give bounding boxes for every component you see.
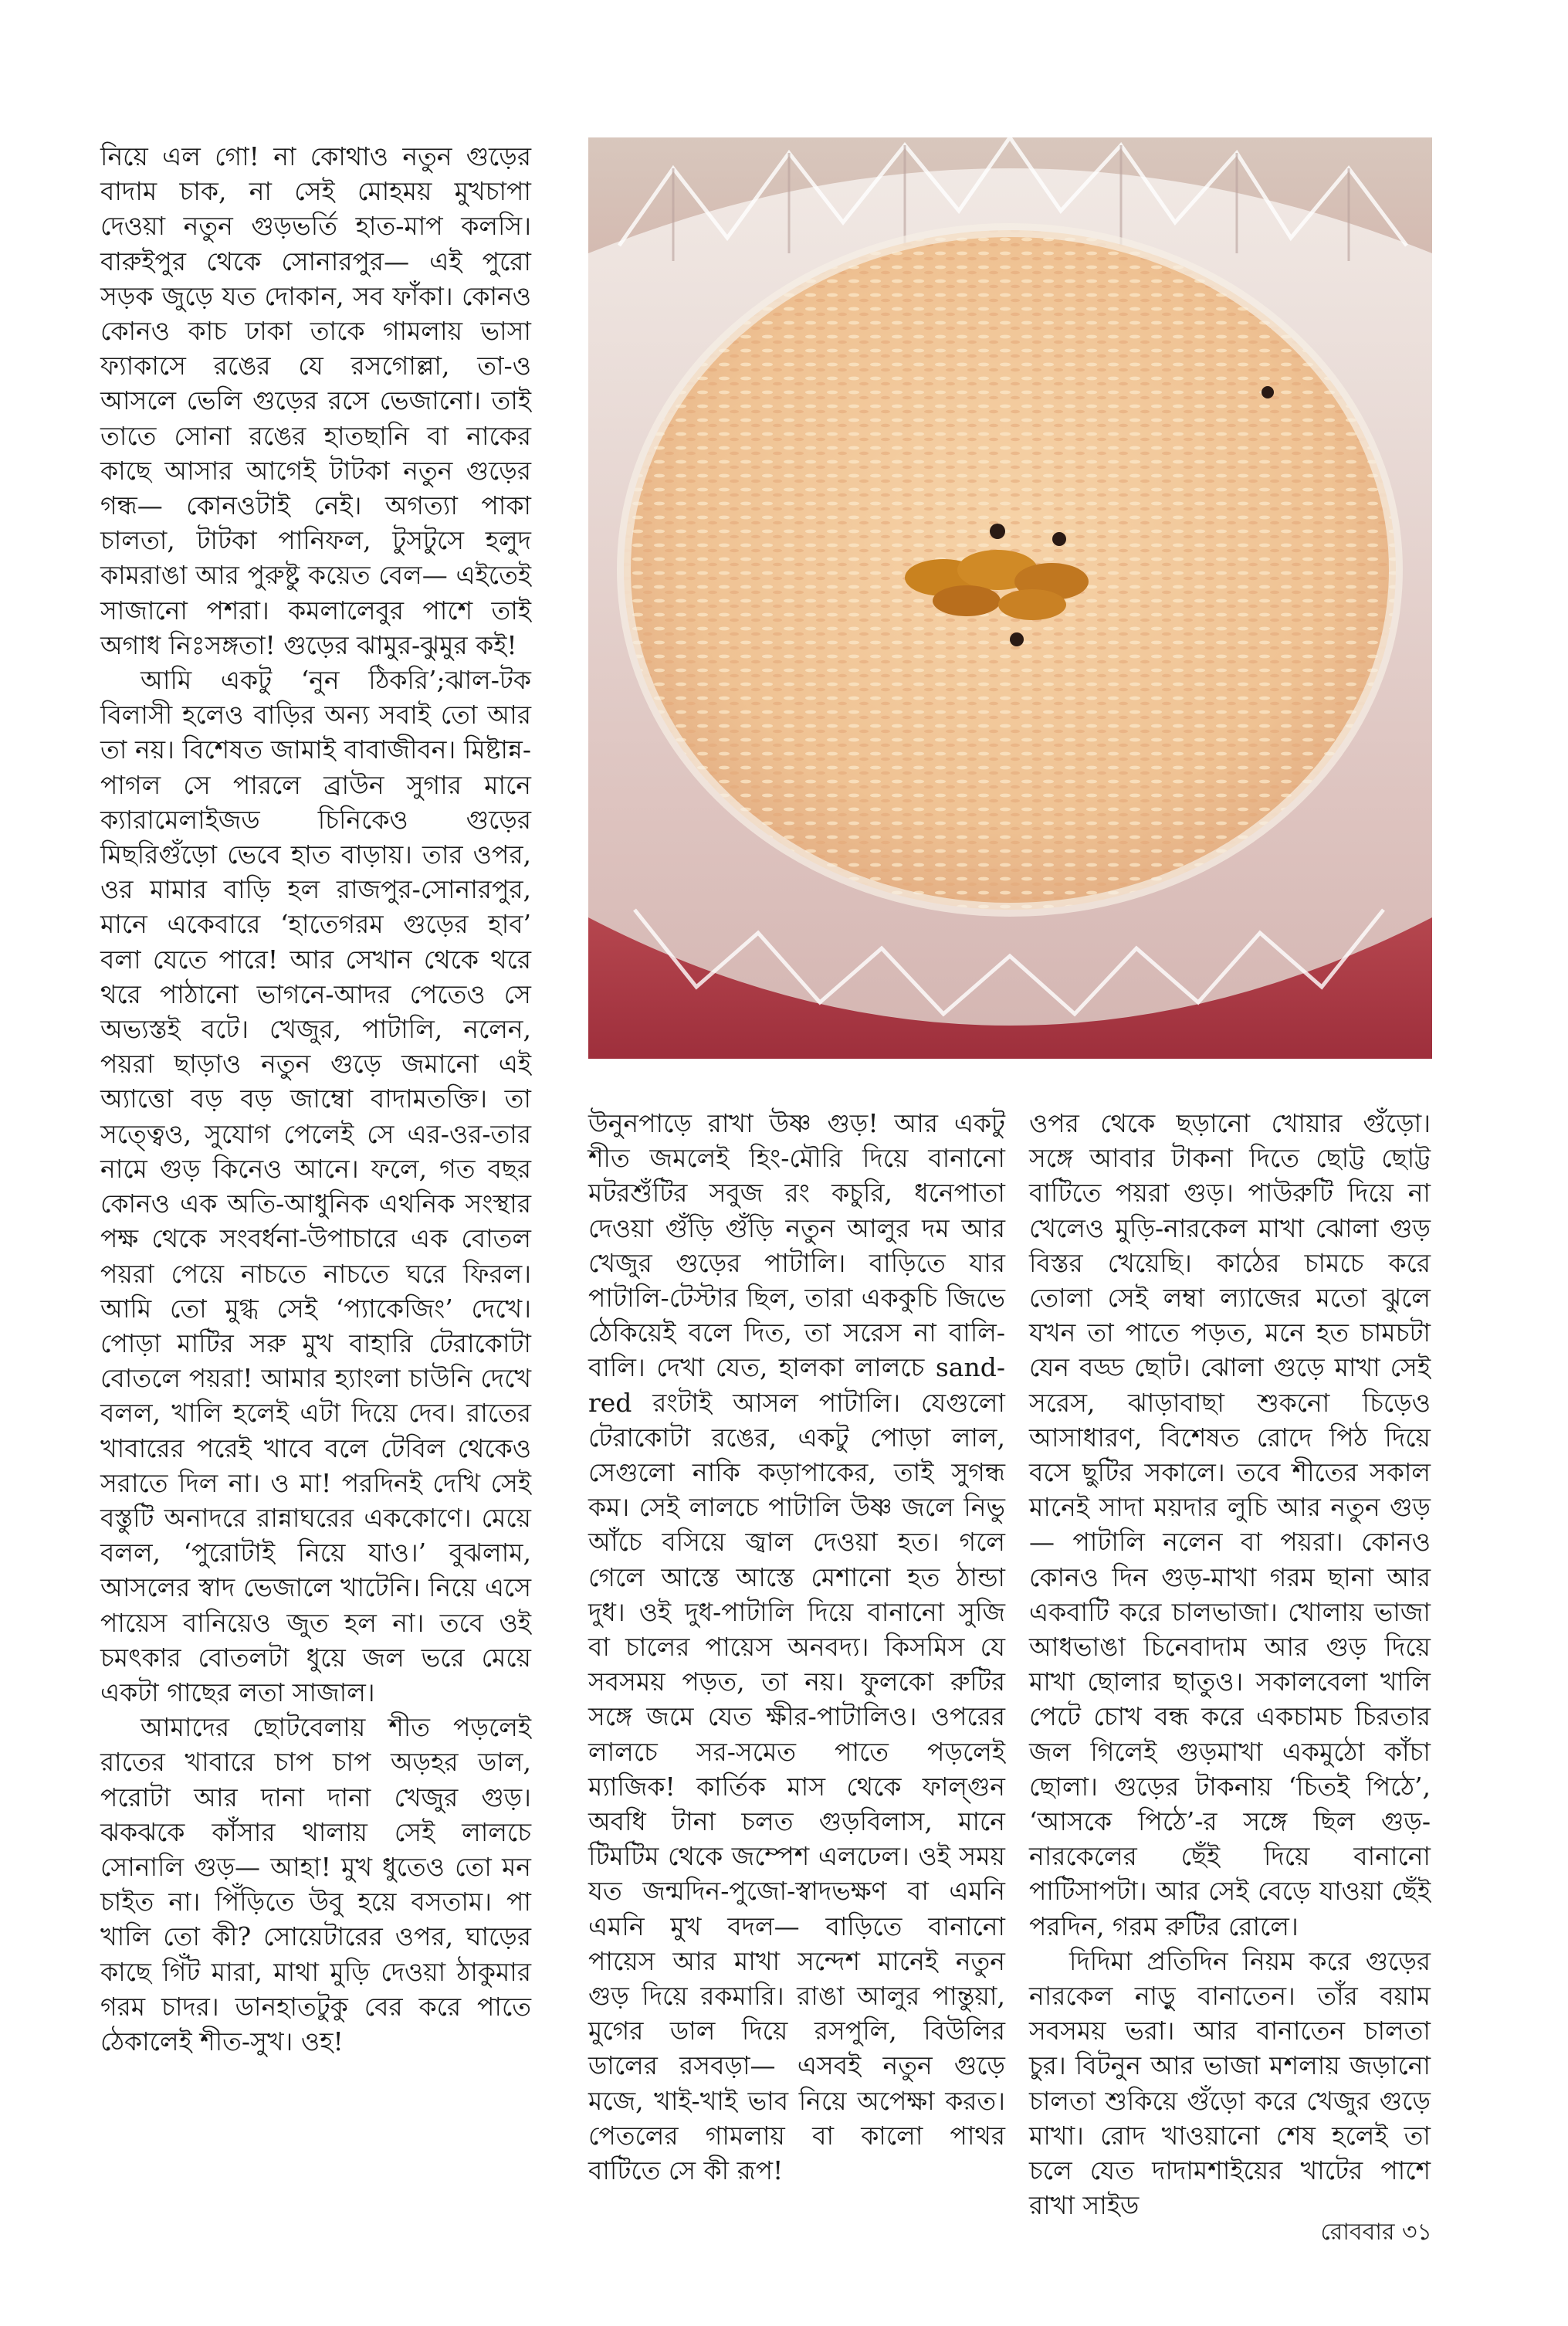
paragraph: নিয়ে এল গো! না কোথাও নতুন গুড়ের বাদাম চাক, না সেই মোহময় মুখচাপা দেওয়া নতুন গুড়ভর্তি হাত-মাপ কলসি। বারুইপুর থেকে সোনারপুর— এই পুরো সড়ক জুড়ে যত দোকান, সব ফাঁকা। কোনও কোনও কাচ ঢাকা তাকে গামলায় ভাসা ফ্যাকাসে রঙের যে রসগোল্লা, তা-ও আসলে ভেলি গুড়ের রসে ভেজানো। তাই তাতে সোনা রঙের হাতছানি বা নাকের কাছে আসার আগেই টাটকা নতুন গুড়ের গন্ধ— কোনওটাই নেই। অগত্যা পাকা চালতা, টাটকা পানিফল, টুসটুসে হলুদ কামরাঙা আর পুরুষ্টু কয়েত বেল— এইতেই সাজানো পশরা। কমলালেবুর পাশে তাই অগাধ নিঃসঙ্গতা! গুড়ের ঝামুর-ঝুমুর কই! — [100, 141, 531, 660]
page-footer: রোববার ৩১ — [1320, 2219, 1432, 2246]
paragraph: দিদিমা প্রতিদিন নিয়ম করে গুড়ের নারকেল নাড়ু বানাতেন। তাঁর বয়াম সবসময় ভরা। আর বানাতেন চালতা চুর। বিটনুন আর ভাজা মশলায় জড়ানো চালতা শুকিয়ে গুঁড়ো করে খেজুর গুড়ে মাখা। রোদ খাওয়ানো শেষ হলেই তা চলে যেত দাদামশাইয়ের খাটের পাশে রাখা সাইড — [1029, 1945, 1431, 2221]
payesh-photo — [588, 137, 1432, 1059]
paragraph: আমাদের ছোটবেলায় শীত পড়লেই রাতের খাবারে চাপ চাপ অড়হর ডাল, পরোটা আর দানা দানা খেজুর গুড়। ঝকঝকে কাঁসার থালায় সেই লালচে সোনালি গুড়— আহা! মুখ ধুতেও তো মন চাইত না। পিঁড়িতে উবু হয়ে বসতাম। পা খালি তো কী? সোয়েটারের ওপর, ঘাড়ের কাছে গিঁট মারা, মাথা মুড়ি দেওয়া ঠাকুমার গরম চাদর। ডানহাতটুকু বের করে পাতে ঠেকালেই শীত-সুখ। ওহ! — [100, 1712, 531, 2056]
paragraph: ওপর থেকে ছড়ানো খোয়ার গুঁড়ো। সঙ্গে আবার টাকনা দিতে ছোট্ট ছোট্ট বাটিতে পয়রা গুড়। পাউরুটি দিয়ে না খেলেও মুড়ি-নারকেল মাখা ঝোলা গুড় বিস্তর খেয়েছি। কাঠের চামচে করে তোলা সেই লম্বা ল্যাজের মতো ঝুলে যখন তা পাতে পড়ত, মনে হত চামচটা যেন বড্ড ছোট। ঝোলা গুড়ে মাখা সেই সরেস, ঝাড়াবাছা শুকনো চিড়েও আসাধারণ, বিশেষত রোদে পিঠ দিয়ে বসে ছুটির সকালে। তবে শীতের সকাল মানেই সাদা ময়দার লুচি আর নতুন গুড়— পাটালি নলেন বা পয়রা। কোনও কোনও দিন গুড়-মাখা গরম ছানা আর একবাটি করে চালভাজা। খোলায় ভাজা আধভাঙা চিনেবাদাম আর গুড় দিয়ে মাখা ছোলার ছাতুও। সকালবেলা খালি পেটে চোখ বন্ধ করে একচামচ চিরতার জল গিলেই গুড়মাখা একমুঠো কাঁচা ছোলা। গুড়ের টাকনায় ‘চিতই পিঠে’, ‘আসকে পিঠে’-র সঙ্গে ছিল গুড়-নারকেলের ছেঁই দিয়ে বানানো পাটিসাপটা। আর সেই বেড়ে যাওয়া ছেঁই পরদিন, গরম রুটির রোলে। — [1029, 1108, 1431, 1941]
article-column-1 — [100, 139, 531, 2162]
paragraph: আমি একটু ‘নুন ঠিকরি’;ঝাল-টক বিলাসী হলেও বাড়ির অন্য সবাই তো আর তা নয়। বিশেষত জামাই বাবাজীবন। মিষ্টান্ন-পাগল সে পারলে ব্রাউন সুগার মানে ক্যারামেলাইজড চিনিকেও গুড়ের মিছরিগুঁড়ো ভেবে হাত বাড়ায়। তার ওপর, ওর মামার বাড়ি হল রাজপুর-সোনারপুর, মানে একেবারে ‘হাতেগরম গুড়ের হাব’ বলা যেতে পারে! আর সেখান থেকে থরে থরে পাঠানো ভাগনে-আদর পেতেও সে অভ্যস্তই বটে। খেজুর, পাটালি, নলেন, পয়রা ছাড়াও নতুন গুড়ে জমানো এই অ্যাত্তো বড় বড় জাম্বো বাদামতক্তি। তা সত্ত্বেও, সুযোগ পেলেই সে এর-ওর-তার নামে গুড় কিনেও আনে। ফলে, গত বছর কোনও এক অতি-আধুনিক এথনিক সংস্থার পক্ষ থেকে সংবর্ধনা-উপাচারে এক বোতল পয়রা পেয়ে নাচতে নাচতে ঘরে ফিরল। আমি তো মুগ্ধ সেই ‘প্যাকেজিং’ দেখে। পোড়া মাটির সরু মুখ বাহারি টেরাকোটা বোতলে পয়রা! আমার হ্যাংলা চাউনি দেখে বলল, খালি হলেই এটা দিয়ে দেব। রাতের খাবারের পরেই খাবে বলে টেবিল থেকেও সরাতে দিল না। ও মা! পরদিনই দেখি সেই বস্তুটি অনাদরে রান্নাঘরের এককোণে। মেয়ে বলল, ‘পুরোটাই নিয়ে যাও।’ বুঝলাম, আসলের স্বাদ ভেজালে খাটেনি। নিয়ে এসে পায়েস বানিয়েও জুত হল না। তবে ওই চমৎকার বোতলটা ধুয়ে জল ভরে মেয়ে একটা গাছের লতা সাজাল। — [100, 665, 531, 1707]
paragraph: উনুনপাড়ে রাখা উষ্ণ গুড়! আর একটু শীত জমলেই হিং-মৌরি দিয়ে বানানো মটরশুঁটির সবুজ রং কচুরি, ধনেপাতা দেওয়া গুঁড়ি গুঁড়ি নতুন আলুর দম আর খেজুর গুড়ের পাটালি। বাড়িতে যার পাটালি-টেস্টার ছিল, তারা এককুচি জিভে ঠেকিয়েই বলে দিত, তা সরেস না বালি-বালি। দেখা যেত, হালকা লালচে sand-red রংটাই আসল পাটালি। যেগুলো টেরাকোটা রঙের, একটু পোড়া লাল, সেগুলো নাকি কড়াপাকের, তাই সুগন্ধ কম। সেই লালচে পাটালি উষ্ণ জলে নিভু আঁচে বসিয়ে জ্বাল দেওয়া হত। গলে গেলে আস্তে আস্তে মেশানো হত ঠান্ডা দুধ। ওই দুধ-পাটালি দিয়ে বানানো সুজি বা চালের পায়েস অনবদ্য। কিসমিস যে সবসময় পড়ত, তা নয়। ফুলকো রুটির সঙ্গে জমে যেত ক্ষীর-পাটালিও। ওপরের লালচে সর-সমেত পাতে পড়লেই ম্যাজিক! কার্তিক মাস থেকে ফাল্গুন অবধি টানা চলত গুড়বিলাস, মানে টিমটিম থেকে জম্পেশ এলঢেল। ওই সময় যত জন্মদিন-পুজো-স্বাদভক্ষণ বা এমনি এমনি মুখ বদল— বাড়িতে বানানো পায়েস আর মাখা সন্দেশ মানেই নতুন গুড় দিয়ে রকমারি। রাঙা আলুর পান্তুয়া, মুগের ডাল দিয়ে রসপুলি, বিউলির ডালের রসবড়া— এসবই নতুন গুড়ে মজে, খাই-খাই ভাব নিয়ে অপেক্ষা করত। পেতলের গামলায় বা কালো পাথর বাটিতে সে কী রূপ! — [588, 1108, 1005, 2186]
article-column-3 — [1029, 1106, 1431, 2221]
article-column-2 — [588, 1106, 1005, 2186]
